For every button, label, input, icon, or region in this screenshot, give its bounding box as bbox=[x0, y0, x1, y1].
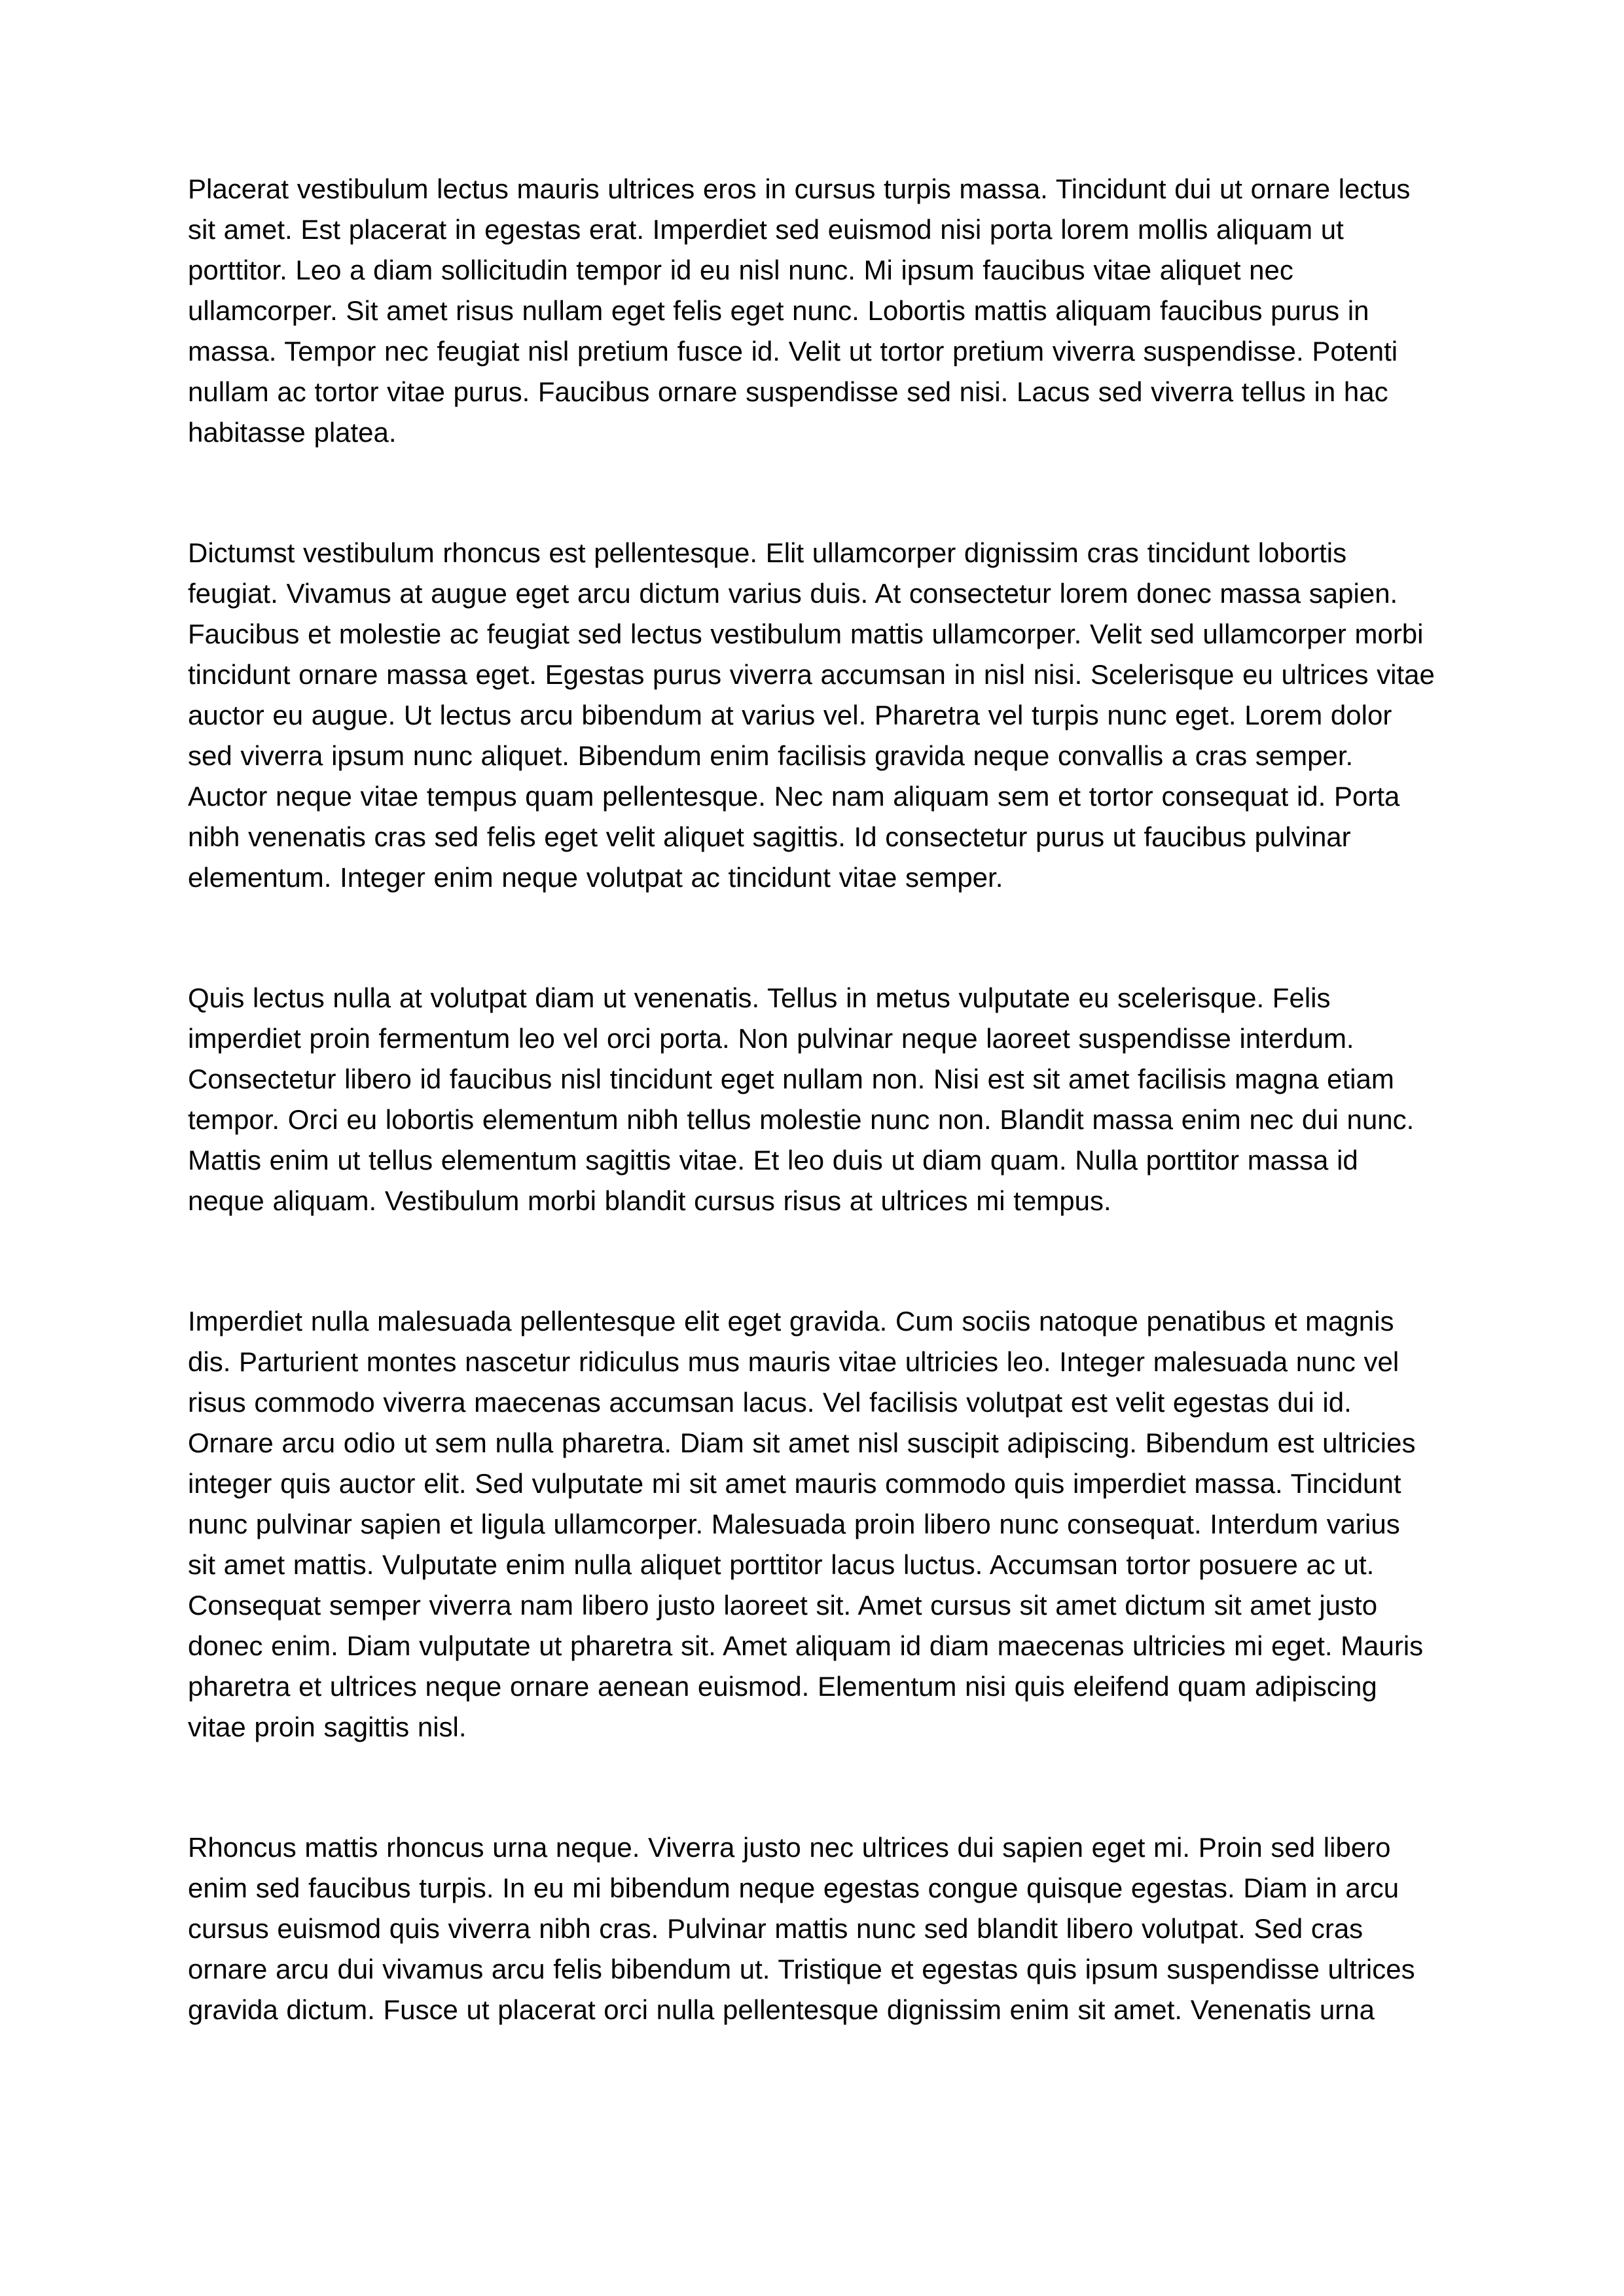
paragraph: Imperdiet nulla malesuada pellentesque elit eget gravida. Cum sociis natoque penatibus et magnis dis. Parturient montes nascetur ridiculus mus mauris vitae ultricies leo. Integer malesuada nunc vel risus commodo viverra maecenas accumsan lacus. Vel facilisis volutpat est velit egestas dui id. Ornare arcu odio ut sem nulla pharetra. Diam sit amet nisl suscipit adipiscing. Bibendum est ultricies integer quis auctor elit. Sed vulputate mi sit amet mauris commodo quis imperdiet massa. Tincidunt nunc pulvinar sapien et ligula ullamcorper. Malesuada proin libero nunc consequat. Interdum varius sit amet mattis. Vulputate enim nulla aliquet porttitor lacus luctus. Accumsan tortor posuere ac ut. Consequat semper viverra nam libero justo laoreet sit. Amet cursus sit amet dictum sit amet justo donec enim. Diam vulputate ut pharetra sit. Amet aliquam id diam maecenas ultricies mi eget. Mauris pharetra et ultrices neque ornare aenean euismod. Elementum nisi quis eleifend quam adipiscing vitae proin sagittis nisl. bbox=[188, 1306, 1424, 1742]
document-content bbox=[188, 169, 1435, 2110]
paragraph: Rhoncus mattis rhoncus urna neque. Viverra justo nec ultrices dui sapien eget mi. Proin sed libero enim sed faucibus turpis. In eu mi bibendum neque egestas congue quisque egestas. Diam in arcu cursus euismod quis viverra nibh cras. Pulvinar mattis nunc sed blandit libero volutpat. Sed cras ornare arcu dui vivamus arcu felis bibendum ut. Tristique et egestas quis ipsum suspendisse ultrices gravida dictum. Fusce ut placerat orci nulla pellentesque dignissim enim sit amet. Venenatis urna bbox=[188, 1832, 1415, 2025]
paragraph: Quis lectus nulla at volutpat diam ut venenatis. Tellus in metus vulputate eu scelerisque. Felis imperdiet proin fermentum leo vel orci porta. Non pulvinar neque laoreet suspendisse interdum. Consectetur libero id faucibus nisl tincidunt eget nullam non. Nisi est sit amet facilisis magna etiam tempor. Orci eu lobortis elementum nibh tellus molestie nunc non. Blandit massa enim nec dui nunc. Mattis enim ut tellus elementum sagittis vitae. Et leo duis ut diam quam. Nulla porttitor massa id neque aliquam. Vestibulum morbi blandit cursus risus at ultrices mi tempus. bbox=[188, 982, 1415, 1216]
paragraph: Placerat vestibulum lectus mauris ultrices eros in cursus turpis massa. Tincidunt dui ut ornare lectus sit amet. Est placerat in egestas erat. Imperdiet sed euismod nisi porta lorem mollis aliquam ut porttitor. Leo a diam sollicitudin tempor id eu nisl nunc. Mi ipsum faucibus vitae aliquet nec ullamcorper. Sit amet risus nullam eget felis eget nunc. Lobortis mattis aliquam faucibus purus in massa. Tempor nec feugiat nisl pretium fusce id. Velit ut tortor pretium viverra suspendisse. Potenti nullam ac tortor vitae purus. Faucibus ornare suspendisse sed nisi. Lacus sed viverra tellus in hac habitasse platea. bbox=[188, 173, 1411, 448]
paragraph: Dictumst vestibulum rhoncus est pellentesque. Elit ullamcorper dignissim cras tincidunt lobortis feugiat. Vivamus at augue eget arcu dictum varius duis. At consectetur lorem donec massa sapien. Faucibus et molestie ac feugiat sed lectus vestibulum mattis ullamcorper. Velit sed ullamcorper morbi tincidunt ornare massa eget. Egestas purus viverra accumsan in nisl nisi. Scelerisque eu ultrices vitae auctor eu augue. Ut lectus arcu bibendum at varius vel. Pharetra vel turpis nunc eget. Lorem dolor sed viverra ipsum nunc aliquet. Bibendum enim facilisis gravida neque convallis a cras semper. Auctor neque vitae tempus quam pellentesque. Nec nam aliquam sem et tortor consequat id. Porta nibh venenatis cras sed felis eget velit aliquet sagittis. Id consectetur purus ut faucibus pulvinar elementum. Integer enim neque volutpat ac tincidunt vitae semper. bbox=[188, 537, 1435, 893]
